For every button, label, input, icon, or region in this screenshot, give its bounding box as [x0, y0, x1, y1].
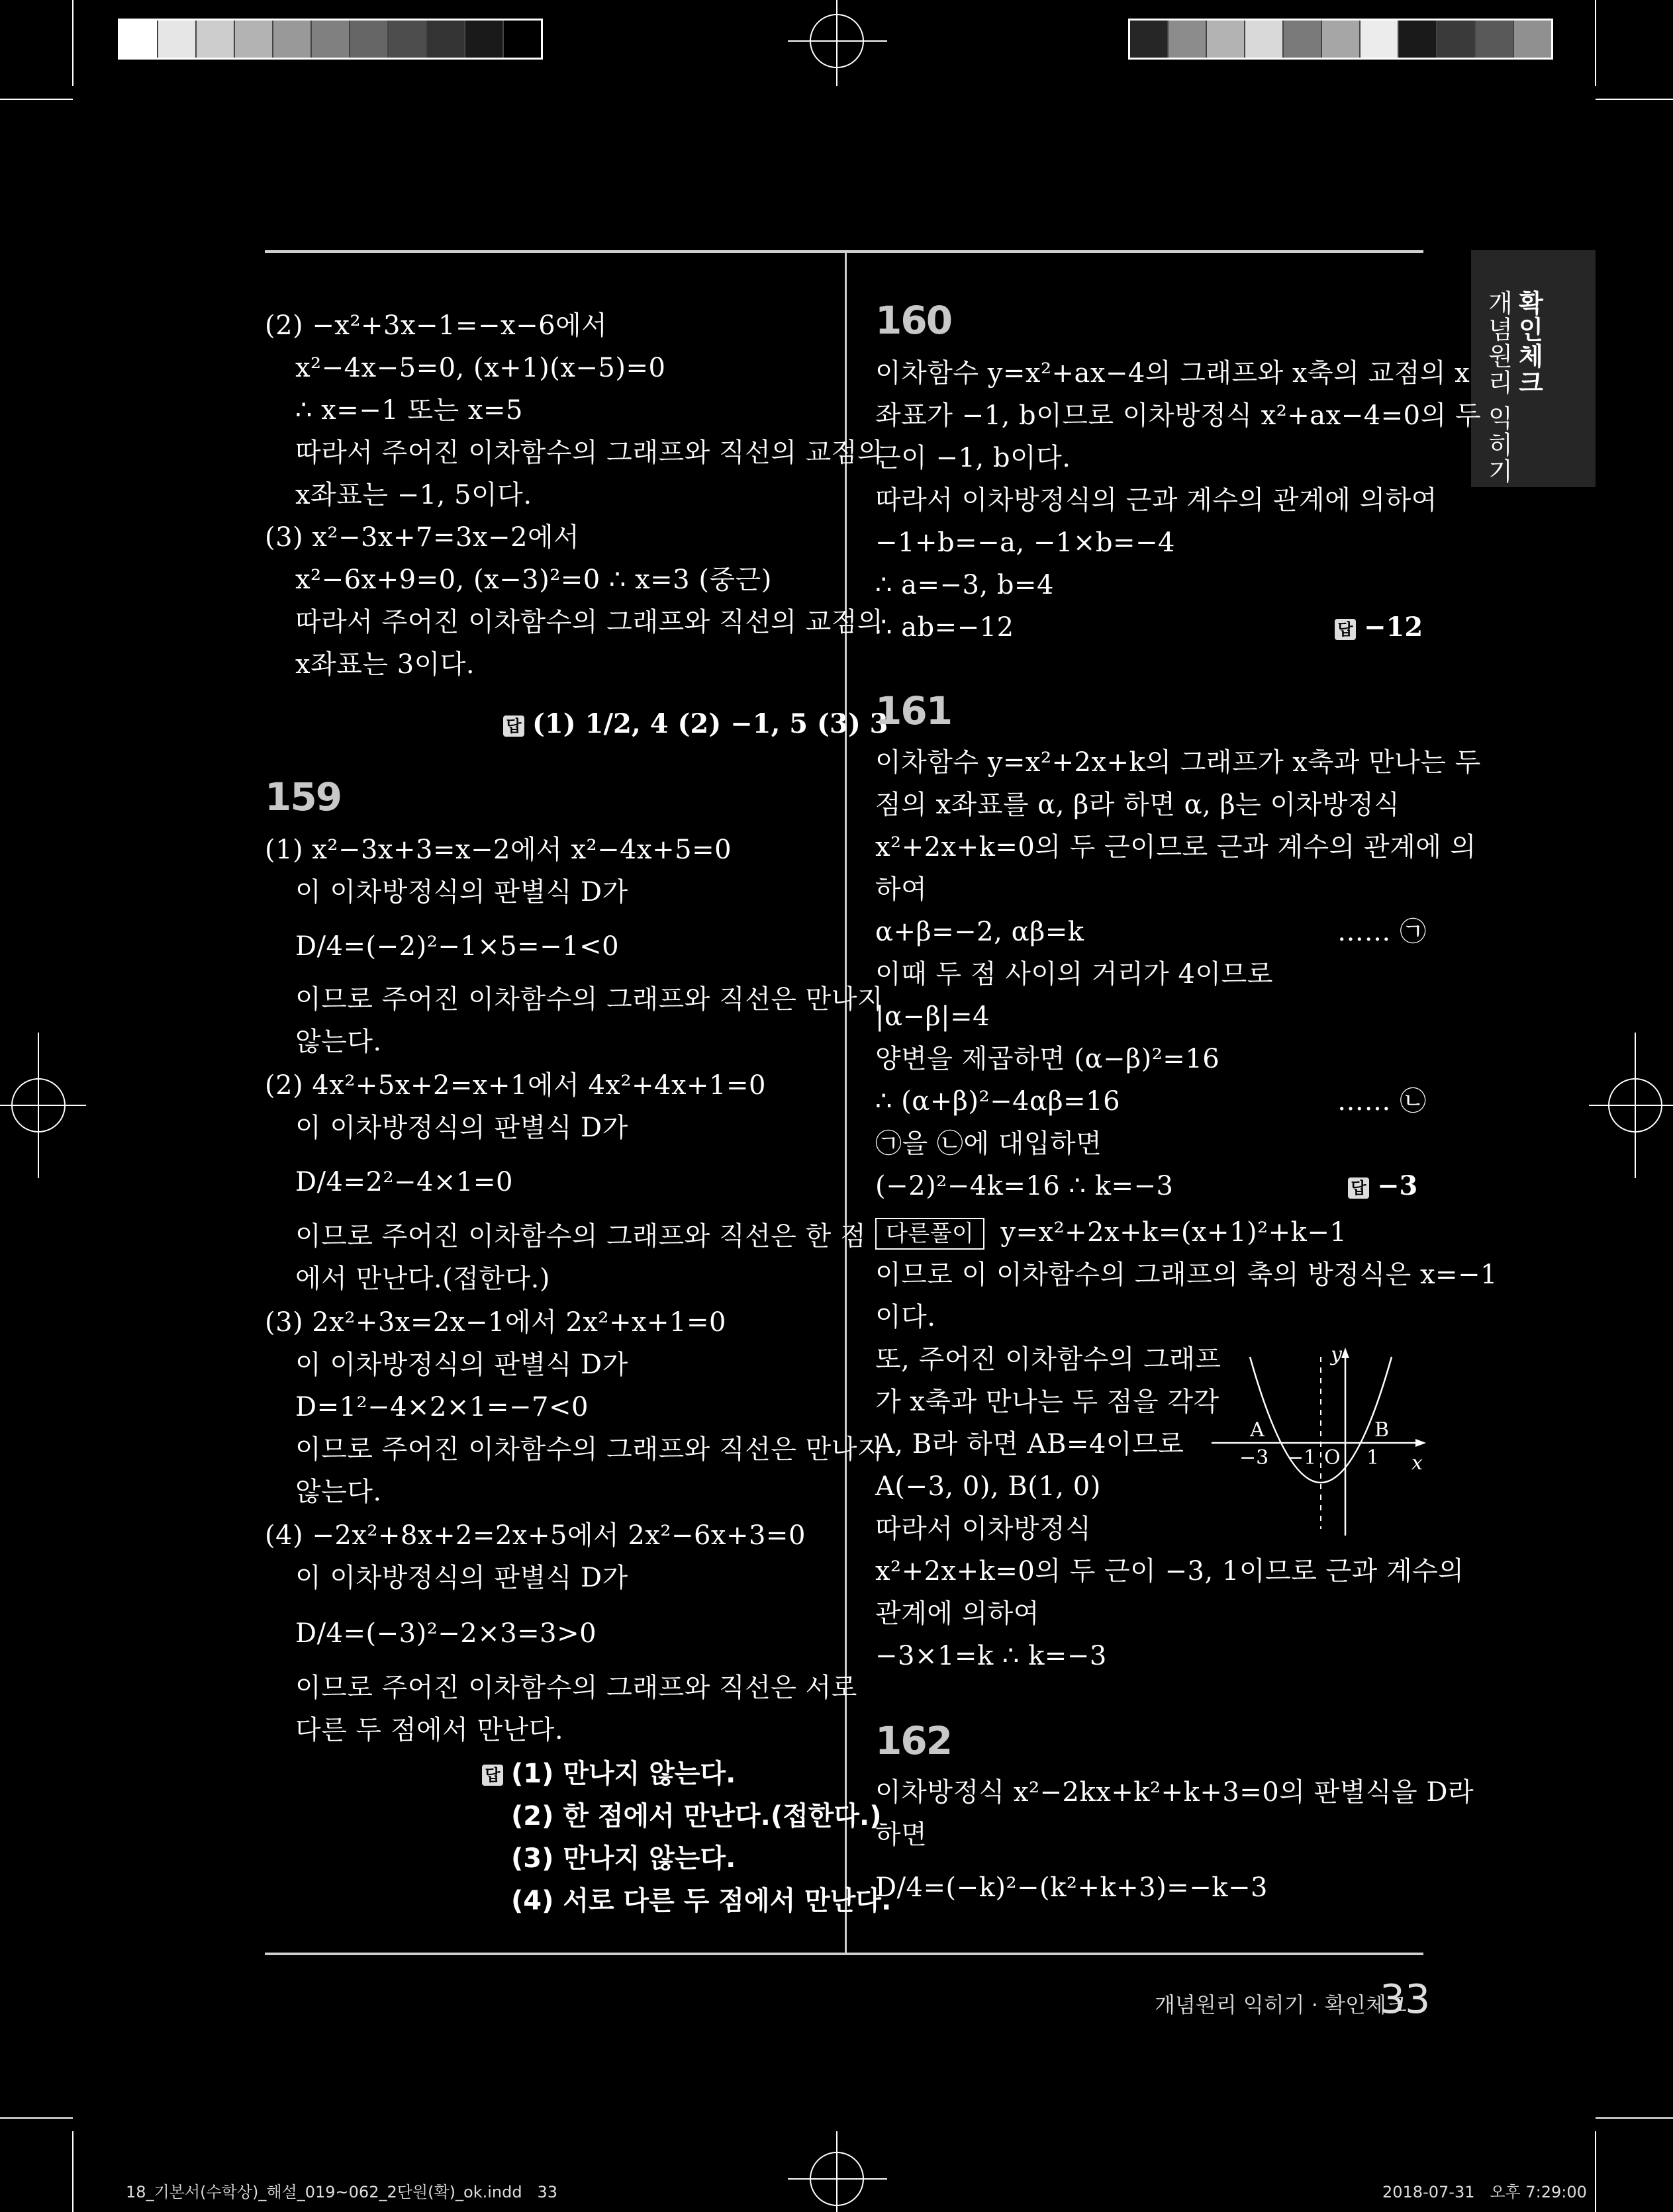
equation-tag-2: …… ㉡ — [1337, 1086, 1427, 1117]
graph-point-b: B — [1374, 1418, 1390, 1442]
text-line: 이때 두 점 사이의 거리가 4이므로 — [875, 959, 1273, 990]
text-line: 이다. — [875, 1302, 936, 1332]
text-line: ∴ x=−1 또는 x=5 — [295, 395, 523, 426]
text-line: (3) x²−3x+7=3x−2에서 — [265, 522, 580, 553]
parabola-graph — [1205, 1344, 1430, 1542]
text-line: x좌표는 3이다. — [295, 649, 475, 680]
text-line: x²−4x−5=0, (x+1)(x−5)=0 — [295, 353, 666, 383]
text-line: 하여 — [875, 874, 928, 905]
text-line: D=1²−4×2×1=−7<0 — [295, 1392, 589, 1422]
graph-tick-1: 1 — [1366, 1446, 1380, 1469]
problem-161-number: 161 — [875, 688, 952, 733]
answer-161-text: −3 — [1377, 1170, 1418, 1201]
text-line: 이므로 이 이차함수의 그래프의 축의 방정식은 x=−1 — [875, 1260, 1498, 1290]
graph-tick-m1: −1 — [1287, 1446, 1317, 1469]
text-line: (2) −x²+3x−1=−x−6에서 — [265, 310, 608, 341]
text-line: 따라서 이차방정식의 근과 계수의 관계에 의하여 — [875, 485, 1437, 516]
text-line: 따라서 이차방정식 — [875, 1514, 1092, 1544]
text-line: 양변을 제곱하면 (α−β)²=16 — [875, 1044, 1220, 1074]
text-line: (1) x²−3x+3=x−2에서 x²−4x+5=0 — [265, 835, 732, 865]
indd-filename: 18_기본서(수학상)_해설_019~062_2단원(확)_ok.indd 33 — [126, 2183, 557, 2201]
text-line: D/4=2²−4×1=0 — [295, 1167, 513, 1197]
graph-origin: O — [1324, 1446, 1341, 1469]
text-line: (−2)²−4k=16 ∴ k=−3 — [875, 1171, 1174, 1201]
text-line: (3) 2x²+3x=2x−1에서 2x²+x+1=0 — [265, 1307, 726, 1338]
text-line: x²+2x+k=0의 두 근이므로 근과 계수의 관계에 의 — [875, 832, 1476, 862]
text-line: 가 x축과 만나는 두 점을 각각 — [875, 1387, 1219, 1417]
text-line: x좌표는 −1, 5이다. — [295, 480, 532, 510]
text-line: D/4=(−k)²−(k²+k+3)=−k−3 — [875, 1872, 1268, 1903]
text-line: 이차방정식 x²−2kx+k²+k+3=0의 판별식을 D라 — [875, 1777, 1474, 1808]
text-line: (4) −2x²+8x+2=2x+5에서 2x²−6x+3=0 — [265, 1520, 806, 1551]
side-tab-line2: 개념원리 익히기 — [1484, 290, 1513, 485]
page-number: 33 — [1380, 1976, 1431, 2023]
answer-mark: 답 — [1335, 619, 1356, 640]
answer-158 — [503, 703, 888, 745]
alternative-solution — [875, 1211, 1347, 1254]
text-line: 이므로 주어진 이차함수의 그래프와 직선은 만나지 — [295, 1434, 884, 1465]
side-tab-line1: 확인체크 — [1514, 290, 1543, 396]
graph-tick-m3: −3 — [1239, 1446, 1269, 1469]
text-line: α+β=−2, αβ=k — [875, 917, 1084, 947]
top-rule — [265, 250, 1423, 253]
answer-158-text: (1) 1/2, 4 (2) −1, 5 (3) 3 — [532, 708, 888, 739]
text-line: x²−6x+9=0, (x−3)²=0 ∴ x=3 (중근) — [295, 565, 772, 595]
alt-solution-badge: 다른풀이 — [875, 1218, 984, 1250]
text-line: 따라서 주어진 이차함수의 그래프와 직선의 교점의 — [295, 438, 884, 468]
text-line: 다른 두 점에서 만난다. — [295, 1715, 564, 1745]
text-line: 이 이차방정식의 판별식 D가 — [295, 1350, 628, 1380]
alt-solution-equation: y=x²+2x+k=(x+1)²+k−1 — [1000, 1217, 1347, 1248]
text-line: 하면 — [875, 1820, 928, 1850]
text-line: ∴ a=−3, b=4 — [875, 570, 1054, 600]
text-line: 이므로 주어진 이차함수의 그래프와 직선은 서로 — [295, 1673, 857, 1703]
text-line: 이므로 주어진 이차함수의 그래프와 직선은 한 점 — [295, 1221, 867, 1252]
graph-y-label: y — [1331, 1344, 1342, 1366]
bottom-rule — [265, 1953, 1423, 1955]
answer-161 — [1348, 1165, 1417, 1207]
problem-162-number: 162 — [875, 1718, 952, 1763]
text-line: ∴ ab=−12 — [875, 612, 1014, 643]
x-arrow — [1415, 1439, 1426, 1447]
problem-159-number: 159 — [265, 774, 342, 819]
text-line: D/4=(−2)²−1×5=−1<0 — [295, 931, 620, 962]
text-line: 이 이차방정식의 판별식 D가 — [295, 877, 628, 907]
problem-160-number: 160 — [875, 298, 952, 343]
answer-159-2: (2) 한 점에서 만난다.(접한다.) — [511, 1801, 882, 1831]
answer-159-1: (1) 만나지 않는다. — [511, 1759, 736, 1789]
answer-159-3: (3) 만나지 않는다. — [511, 1843, 736, 1874]
text-line: x²+2x+k=0의 두 근이 −3, 1이므로 근과 계수의 — [875, 1556, 1464, 1587]
text-line: A(−3, 0), B(1, 0) — [875, 1471, 1101, 1502]
text-line: 따라서 주어진 이차함수의 그래프와 직선의 교점의 — [295, 607, 884, 637]
text-line: 좌표가 −1, b이므로 이차방정식 x²+ax−4=0의 두 — [875, 400, 1482, 431]
text-line: 점의 x좌표를 α, β라 하면 α, β는 이차방정식 — [875, 790, 1400, 820]
equation-tag-1: …… ㉠ — [1337, 917, 1427, 947]
text-line: 이 이차방정식의 판별식 D가 — [295, 1563, 628, 1593]
text-line: A, B라 하면 AB=4이므로 — [875, 1429, 1184, 1459]
text-line: 않는다. — [295, 1477, 382, 1507]
graph-point-a: A — [1250, 1418, 1265, 1442]
text-line: 또, 주어진 이차함수의 그래프 — [875, 1344, 1221, 1375]
text-line: −3×1=k ∴ k=−3 — [875, 1641, 1107, 1671]
text-line: D/4=(−3)²−2×3=3>0 — [295, 1618, 597, 1649]
text-line: 관계에 의하여 — [875, 1598, 1040, 1629]
answer-mark: 답 — [482, 1765, 503, 1786]
answer-160-text: −12 — [1364, 612, 1423, 643]
text-line: |α−β|=4 — [875, 1001, 990, 1032]
answer-160 — [1335, 606, 1423, 649]
answer-159-4: (4) 서로 다른 두 점에서 만난다. — [511, 1886, 892, 1916]
text-line: 이 이차방정식의 판별식 D가 — [295, 1113, 628, 1143]
text-line: 이므로 주어진 이차함수의 그래프와 직선은 만나지 — [295, 984, 884, 1015]
text-line: ∴ (α+β)²−4αβ=16 — [875, 1086, 1121, 1117]
answer-mark: 답 — [1348, 1177, 1369, 1199]
answer-mark: 답 — [503, 715, 524, 737]
graph-x-label: x — [1411, 1452, 1423, 1475]
text-line: 근이 −1, b이다. — [875, 443, 1071, 473]
answer-159 — [482, 1753, 736, 1795]
section-side-tab — [1471, 250, 1596, 487]
y-arrow — [1341, 1348, 1349, 1358]
text-line: ㉠을 ㉡에 대입하면 — [875, 1129, 1102, 1159]
text-line: 않는다. — [295, 1027, 382, 1057]
print-timestamp: 2018-07-31 오후 7:29:00 — [1382, 2183, 1587, 2201]
text-line: −1+b=−a, −1×b=−4 — [875, 528, 1175, 558]
text-line: 에서 만난다.(접한다.) — [295, 1264, 550, 1294]
text-line: 이차함수 y=x²+2x+k의 그래프가 x축과 만나는 두 — [875, 747, 1481, 778]
text-line: 이차함수 y=x²+ax−4의 그래프와 x축의 교점의 x — [875, 358, 1470, 389]
text-line: (2) 4x²+5x+2=x+1에서 4x²+4x+1=0 — [265, 1070, 766, 1101]
footer-section-title: 개념원리 익히기 · 확인체크 — [1155, 1992, 1407, 2017]
